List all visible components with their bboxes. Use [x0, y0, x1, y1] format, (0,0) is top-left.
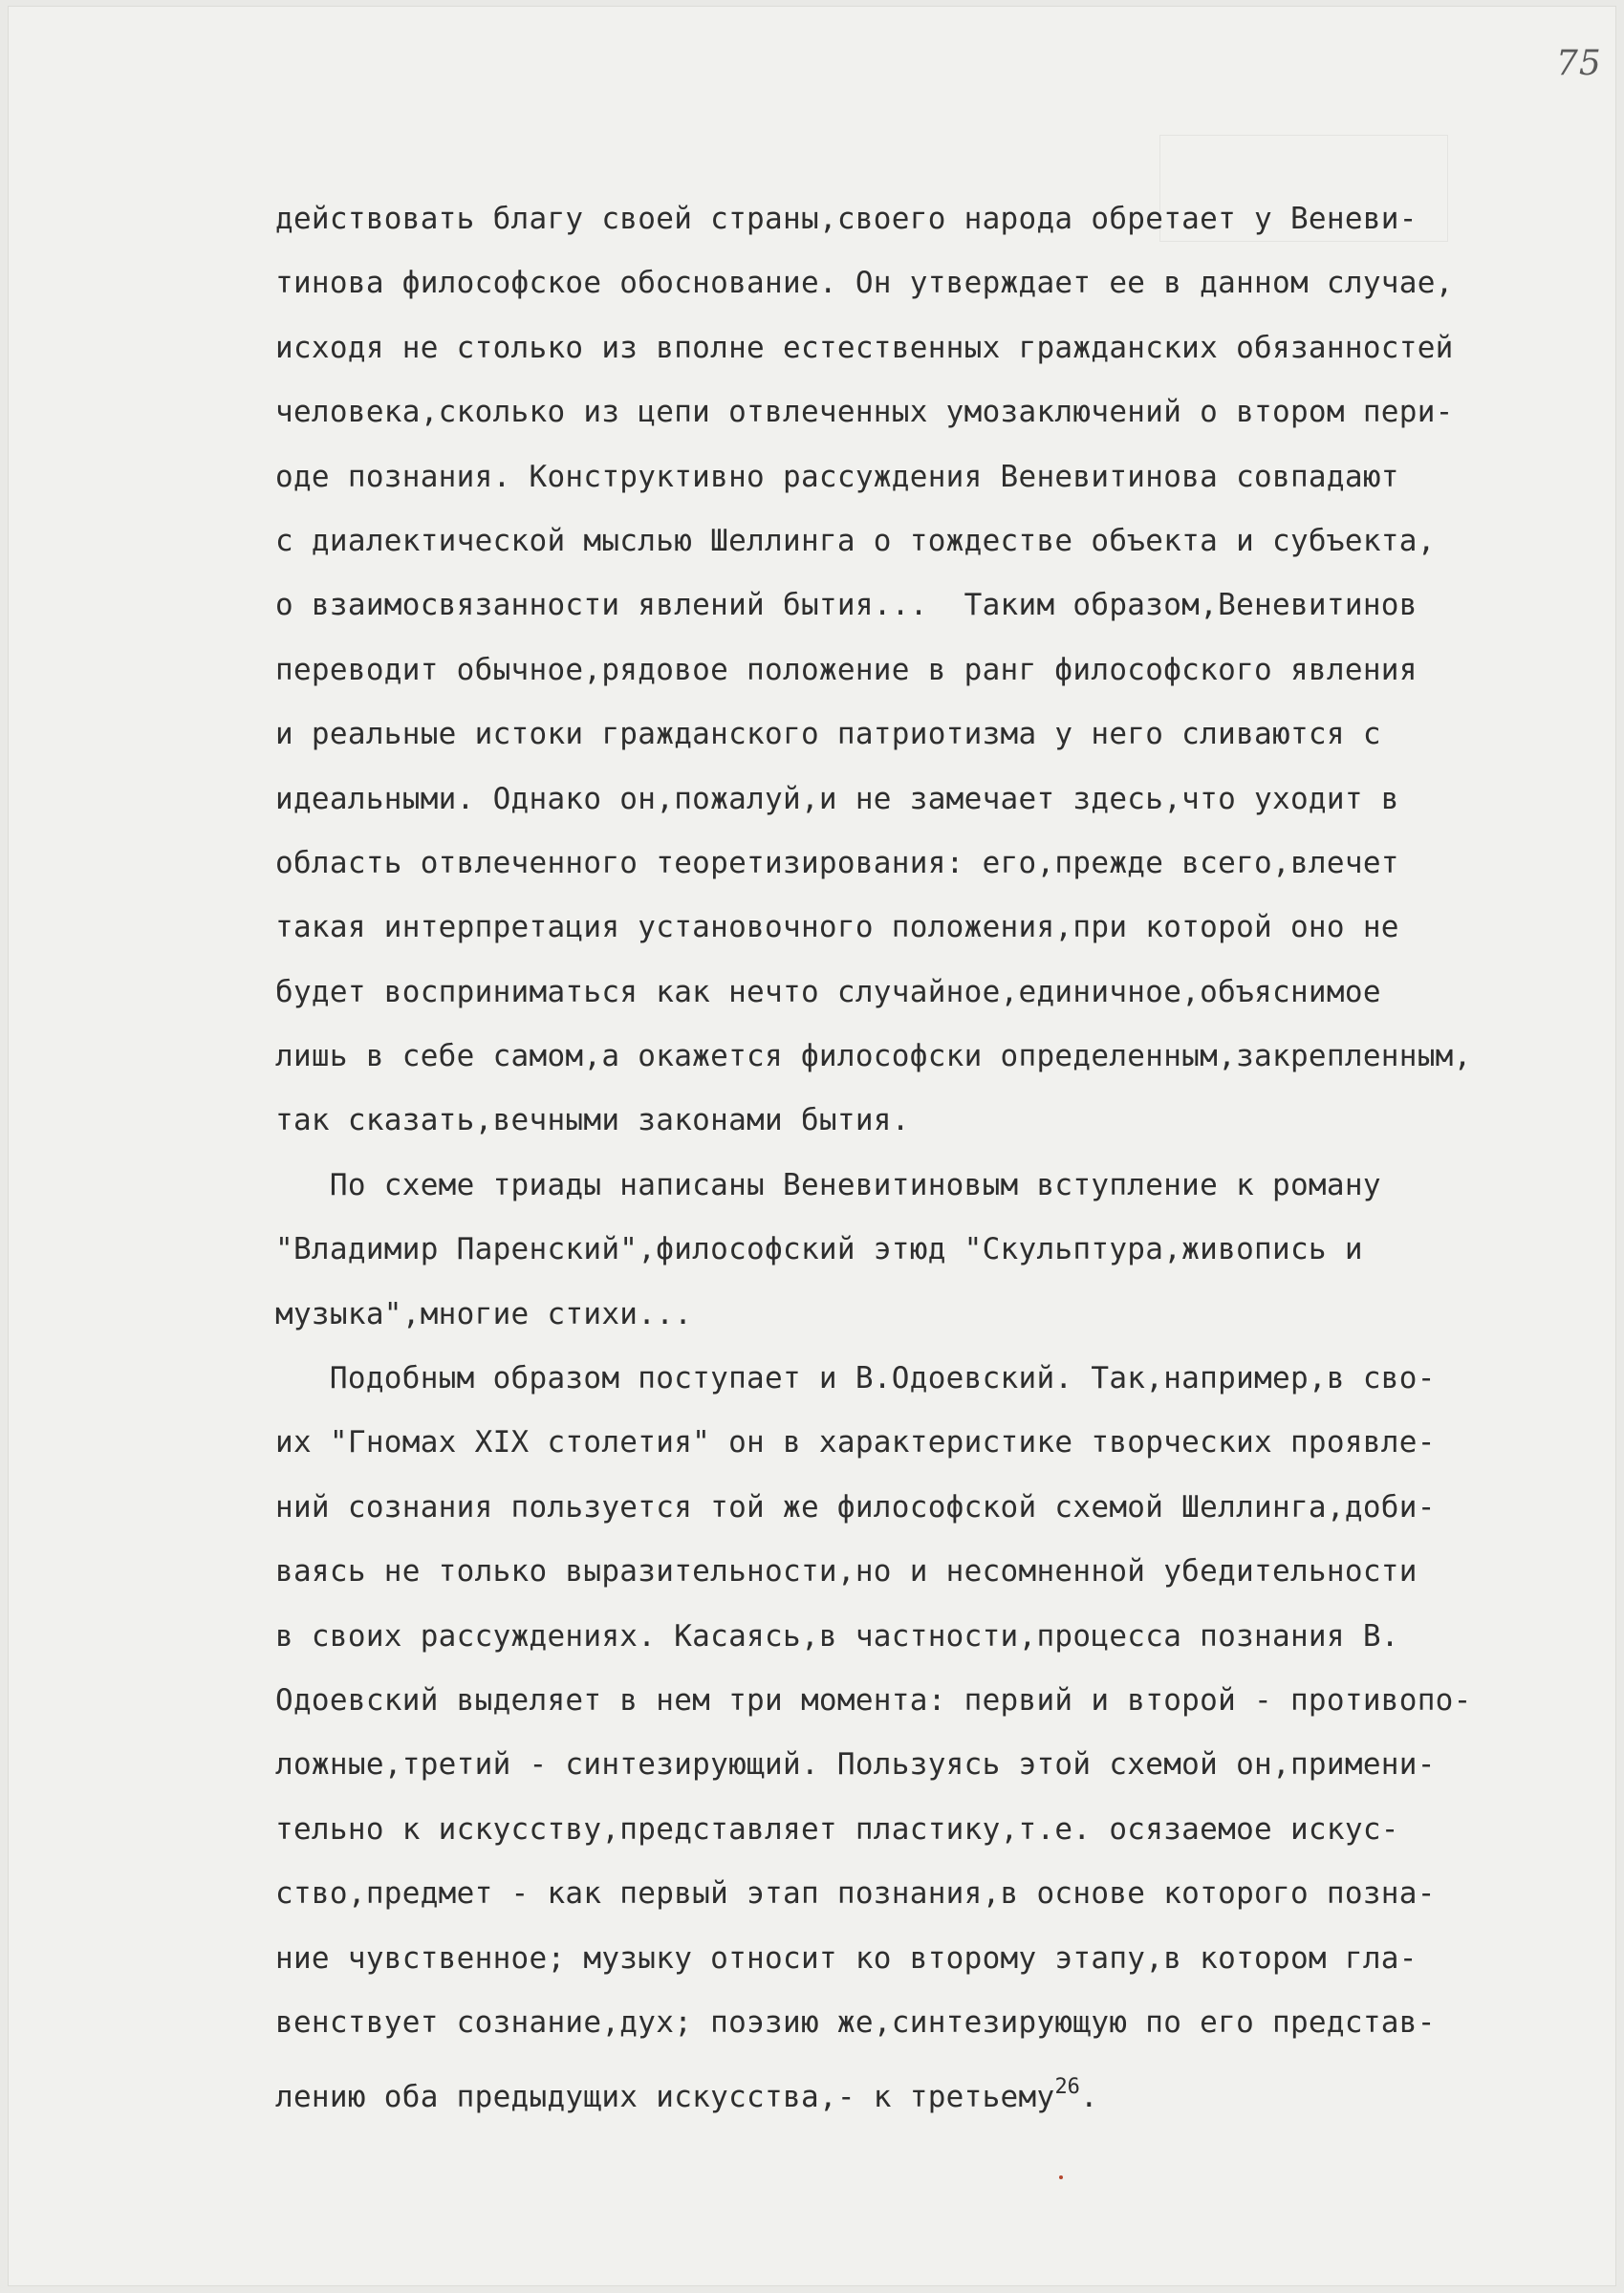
text-line: ний сознания пользуется той же философской схемой Шеллинга,доби- [275, 1489, 1436, 1525]
text-line: "Владимир Паренский",философский этюд "Скульптура,живопись и [275, 1232, 1363, 1267]
text-line: переводит обычное,рядовое положение в ранг философского явления [275, 652, 1418, 687]
text-line: Подобным образом поступает и В.Одоевский. Так,например,в сво- [275, 1361, 1436, 1396]
text-line: о взаимосвязанности явлений бытия... Таким образом,Веневитинов [275, 588, 1418, 623]
text-line: ние чувственное; музыку относит ко второму этапу,в котором гла- [275, 1940, 1418, 1976]
text-line: Одоевский выделяет в нем три момента: первий и второй - противопо- [275, 1682, 1472, 1718]
text-line: идеальными. Однако он,пожалуй,и не замечает здесь,что уходит в [275, 781, 1399, 816]
body-text [275, 187, 1613, 2120]
text-line-last [275, 2055, 1613, 2119]
text-line: область отвлеченного теоретизирования: его,прежде всего,влечет [275, 845, 1399, 880]
text-line: исходя не столько из вполне естественных гражданских обязанностей [275, 330, 1454, 365]
text-line: в своих рассуждениях. Касаясь,в частности,процесса познания В. [275, 1618, 1399, 1654]
page-number: 75 [1556, 44, 1602, 83]
footnote-reference: 26 [1054, 2075, 1080, 2100]
final-punctuation: . [1079, 2080, 1098, 2115]
text-line: и реальные истоки гражданского патриотизма у него сливаются с [275, 717, 1381, 752]
text-line: лишь в себе самом,а окажется философски определенным,закрепленным, [275, 1039, 1472, 1074]
document-page [8, 6, 1616, 2286]
text-line: тельно к искусству,представляет пластику,т.е. осязаемое искус- [275, 1811, 1399, 1847]
text-line: ваясь не только выразительности,но и несомненной убедительности [275, 1554, 1418, 1590]
ink-speck [1059, 2175, 1063, 2179]
text-line: с диалектической мыслью Шеллинга о тождестве объекта и субъекта, [275, 523, 1436, 558]
text-line: такая интерпретация установочного положения,при которой оно не [275, 910, 1399, 945]
text-line: музыка",многие стихи... [275, 1296, 693, 1331]
text-line: будет восприниматься как нечто случайное,единичное,объяснимое [275, 974, 1381, 1009]
text-line: так сказать,вечными законами бытия. [275, 1103, 910, 1138]
text-line: тинова философское обоснование. Он утверждает ее в данном случае, [275, 266, 1454, 301]
last-line-text: лению оба предыдущих искусства,- к третьему [275, 2080, 1055, 2115]
text-line: оде познания. Конструктивно рассуждения Веневитинова совпадают [275, 459, 1399, 494]
text-line: действовать благу своей страны,своего народа обретает у Веневи- [275, 202, 1418, 236]
text-line: венствует сознание,дух; поэзию же,синтезирующую по его представ- [275, 2004, 1436, 2040]
text-line: ложные,третий - синтезирующий. Пользуясь этой схемой он,примени- [275, 1747, 1436, 1783]
text-line: их "Гномах XIX столетия" он в характеристике творческих проявле- [275, 1425, 1436, 1460]
text-line: По схеме триады написаны Веневитиновым вступление к роману [275, 1167, 1381, 1202]
text-line: человека,сколько из цепи отвлеченных умозаключений о втором пери- [275, 395, 1454, 430]
text-line: ство,предмет - как первый этап познания,в основе которого позна- [275, 1876, 1436, 1912]
